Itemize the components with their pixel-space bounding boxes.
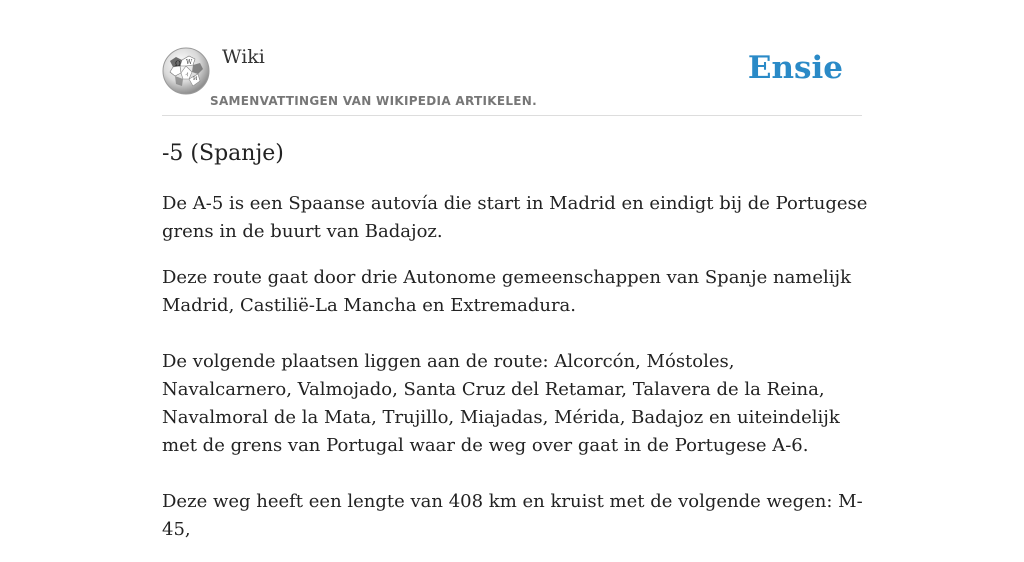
article-paragraph: De A-5 is een Spaanse autovía die start in Madrid en eindigt bij de Portugese grens in de buurt van Badajoz. (162, 193, 868, 242)
brand-logo-link[interactable]: Ensie (747, 50, 843, 86)
site-tagline: SAMENVATTINGEN VAN WIKIPEDIA ARTIKELEN. (210, 94, 537, 108)
svg-text:И: И (193, 76, 198, 82)
page-title: -5 (Spanje) (162, 141, 284, 166)
site-header (162, 44, 862, 116)
site-name-link[interactable]: Wiki (222, 46, 265, 68)
svg-text:W: W (186, 59, 193, 66)
svg-text:Ω: Ω (175, 60, 181, 68)
svg-text:ィ: ィ (184, 71, 191, 78)
article-paragraph: Deze route gaat door drie Autonome gemeenschappen van Spanje namelijk Madrid, Castilië-La Mancha en Extremadura. De volgende plaatsen liggen aan de route: Alcorcón, Móstoles, Navalcarnero, Valmojado, Santa Cruz del Retamar, Talavera de la Reina, Navalmoral de la Mata, Trujillo, Miajadas, Mérida, Badajoz en uiteindelijk met de grens van Portugal waar de weg over gaat in de Portugese A-6. Deze weg heeft een lengte van 408 km en kruist met de volgende wegen: M-45, (162, 267, 863, 540)
article-content (162, 138, 868, 562)
wikipedia-globe-icon[interactable] (162, 47, 210, 95)
